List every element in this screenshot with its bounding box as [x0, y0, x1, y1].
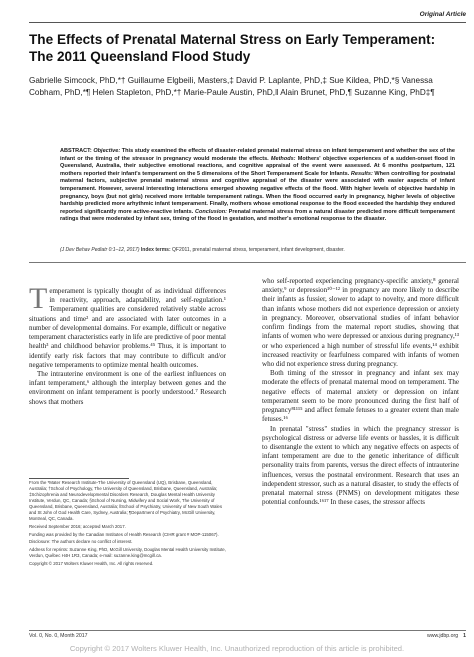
- methods-label: Methods:: [270, 155, 296, 162]
- results-text: When controlling for postnatal maternal factors, subjective prenatal maternal stress and cognitive appraisal of the disaster were associated with easier aspects of infant temperament. However, several interesting interactions emerged showing negative effects of the flood. With higher levels of objective hardship in pregnancy, boys (but not girls) received more irritable temperament ratings. When the flood occurred early in pregnancy, higher levels of objective hardship predicted more arhythmic infant temperament. Finally, mothers whose emotional response to the flood exceeded the hardship they endured reported significantly more active-reactive infants.: [60, 170, 455, 215]
- paragraph: who self-reported experiencing pregnancy-specific anxiety,⁸ general anxiety,⁹ or depression¹⁰⁻¹² in pregnancy are more likely to describe their infants as fussier, slower to adapt to novelty, and more difficult than infants whose mothers did not experience depression or anxiety in pregnancy. Moreover, observational studies of infant behavior confirm findings from the maternal report studies, showing that infants of women who were depressed or anxious during pregnancy,¹³ or who experienced a high number of stressful life events,¹⁴ exhibit increased reactivity or fearfulness compared with infants of women who did not experience stress during pregnancy.: [262, 277, 459, 368]
- footnote-rule: [29, 478, 129, 479]
- author-list: Gabrielle Simcock, PhD,*† Guillaume Elgbeili, Masters,‡ David P. Laplante, PhD,‡ Sue Kildea, PhD,*§ Vanessa Cobham, PhD,*¶ Helen Stapleton, PhD,*† Marie-Paule Austin, PhD,‖ Alain Brunet, PhD,¶ Suzanne King, PhD‡¶: [29, 76, 435, 98]
- journal-citation: (J Dev Behav Pediatr 0:1–12, 2017): [60, 247, 140, 253]
- footnote-funding: Funding was provided by the Canadian Institutes of Health Research (CIHR grant # MOP-115067).: [29, 531, 219, 537]
- abstract: [60, 148, 455, 224]
- paragraph-text: emperament is typically thought of as individual differences in reactivity, approach, adaptability, and self-regulation.¹ Temperament qualities are considered relatively stable across situations and time² and are associated with later outcomes in a number of developmental domains. For example, difficult or negative temperament characteristics early in life are predictive of poor mental health³ and childhood behavior problems.⁴⁵ Thus, it is important to identify early risk factors that may contribute to difficult and/or negative temperaments to optimize mental health outcomes.: [29, 287, 226, 369]
- objective-label: Objective:: [93, 148, 121, 154]
- footnote-affiliations: From the *Mater Research Institute-The University of Queensland (UQ), Brisbane, Queensland, Australia; †School of Psychology, The University of Queensland, Brisbane, Queensland, Australia; ‡Schizophrenia and Neurodevelopmental Disorders Research, Douglas Mental Health University Institute, Verdun, QC, Canada; §School of Nursing, Midwifery and Social Work, The University of Queensland, Brisbane, Queensland, Australia; ‖School of Psychiatry, University of New South Wales and St John of God Health Care, Sydney, Australia; ¶Department of Psychiatry, McGill University, Montreal, QC, Canada.: [29, 480, 223, 522]
- paragraph: In prenatal "stress" studies in which the pregnancy stressor is psychological distress or adverse life events or hassles, it is difficult to disentangle the extent to which any negative effects on aspects of infant temperament are due to the genetic inheritance of difficult personality traits from parents, versus the direct effects of intrauterine influences, versus the postnatal environment. Research that uses an independent stressor, such as a natural disaster, to study the effects of prenatal maternal stress (PNMS) on development mitigates these potential confounds.¹⁶¹⁷ In these cases, the stressor affects: [262, 424, 459, 507]
- section-label: Original Article: [419, 11, 466, 18]
- paragraph: [29, 282, 226, 370]
- copyright-watermark: Copyright © 2017 Wolters Kluwer Health, Inc. Unauthorized reproduction of this article is prohibited.: [69, 644, 405, 653]
- header-rule: [29, 22, 466, 23]
- page-number: 1: [463, 633, 466, 639]
- objective-text: This study examined the effects of disaster-related prenatal maternal stress on infant temperament and whether the sex of the infant or the timing of the stressor in pregnancy would moderate the effects.: [60, 148, 455, 162]
- article-title: The Effects of Prenatal Maternal Stress on Early Temperament: The 2011 Queensland Flood Study: [29, 32, 436, 64]
- citation-rule: [29, 262, 466, 263]
- abstract-label: ABSTRACT:: [60, 148, 92, 154]
- citation-line: [60, 247, 460, 254]
- journal-url-link[interactable]: www.jdbp.org: [426, 633, 459, 639]
- footnotes: [29, 480, 226, 568]
- index-terms: QF2011, prenatal maternal stress, temperament, infant development, disaster.: [172, 247, 345, 253]
- footer-volume: Vol. 0, No. 0, Month 2017: [29, 633, 88, 639]
- results-label: Results:: [350, 170, 373, 177]
- paragraph: The intrauterine environment is one of the earliest influences on infant temperament,⁶ although the interplay between genes and the environment on infant temperament is poorly understood.⁷ Research shows that mothers: [29, 369, 226, 406]
- conclusion-text: Prenatal maternal stress from a natural disaster predicted more difficult temperament ratings that were moderated by infant sex, timing of the flood in gestation, and mother's emotional response to the disaster.: [60, 208, 456, 223]
- footnote-disclosure: Disclosure: The authors declare no conflict of interest.: [29, 539, 133, 545]
- footer-right: [427, 633, 466, 639]
- conclusion-label: Conclusion:: [194, 208, 227, 215]
- footnote-received: Received September 2016; accepted March 2017.: [29, 523, 126, 529]
- footer-rule: [29, 630, 466, 631]
- footnote-reprints: Address for reprints: Suzanne King, PhD, McGill University, Douglas Mental Health University Institute, Verdun, Québec H4H 1R3, Canada; e-mail: suzanne.king@mcgill.ca.: [29, 546, 226, 558]
- methods-text: Mothers' objective experiences of a sudden-onset flood in Queensland, Australia, their subjective emotional reactions, and cognitive appraisal of the event were assessed. At 6 months postpartum, 121 mothers reported their infant's temperament on the 5 dimensions of the Short Temperament Scale for Infants.: [60, 155, 456, 177]
- drop-cap: T: [29, 282, 48, 315]
- footnote-copyright: Copyright © 2017 Wolters Kluwer Health, Inc. All rights reserved.: [29, 560, 154, 566]
- body-column-right: [262, 277, 459, 507]
- paragraph: Both timing of the stressor in pregnancy and infant sex may moderate the effects of prenatal maternal mood on temperament. The negative effects of maternal anxiety or depression on infant temperament seem to be more pronounced during the first half of pregnancy⁸¹¹¹⁵ and affect female fetuses to a greater extent than male fetuses.¹⁶: [262, 369, 459, 424]
- body-column-left: [29, 282, 226, 407]
- index-terms-label: Index terms:: [140, 247, 171, 253]
